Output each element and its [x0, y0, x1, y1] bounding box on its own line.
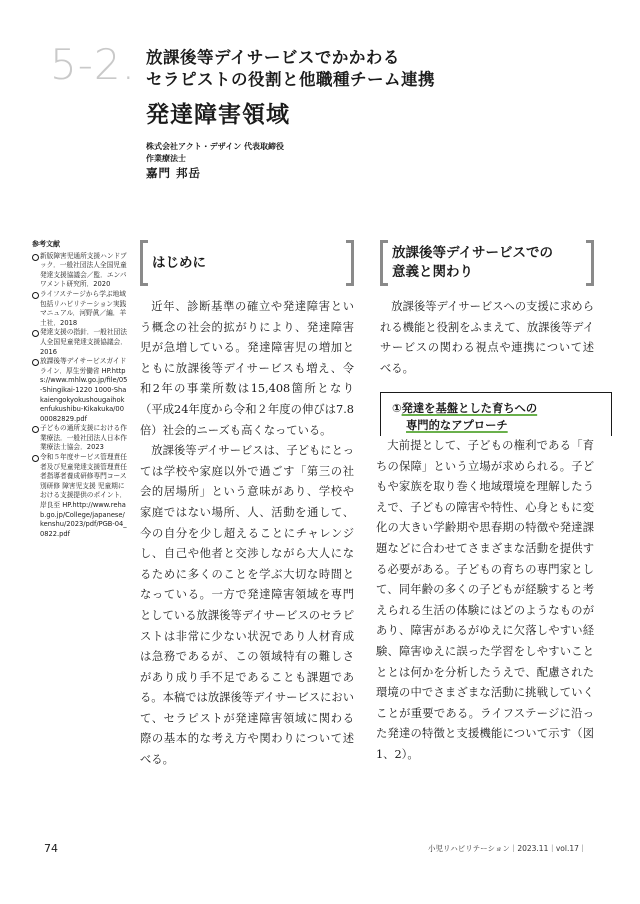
heading-line1: 放課後等デイサービスでの — [392, 245, 554, 261]
author-name: 嘉門 邦岳 — [146, 166, 202, 180]
paragraph: 放課後等デイサービスは、子どもにとっては学校や家庭以外で過ごす「第三の社会的居場所」という意味があり、学校や家庭ではない場所、人、活動を通して、今の自分を少し超えることにチャレンジし、自己や他者と交渉しながら大人になるために多くのことを学ぶ大切な時間となっている。一方で発達障害領域を専門としている放課後等デイサービスのセラピストは非常に少ない状況であり人材育成は急務であるが、この領域特有の難しさがあり成り手不足であることも課題である。本稿では放課後等デイサービスにおいて、セラピストが発達障害領域に関わる際の基本的な考え方や関わりについて述べる。 — [140, 444, 354, 767]
reference-item: ライフステージから学ぶ地域包括リハビリテーション実践マニュアル．河野眞／編．羊土社．2018 — [32, 290, 128, 328]
subheading — [392, 400, 537, 434]
bracket-right — [586, 240, 594, 286]
author-affiliation: 株式会社アクト・デザイン 代表取締役 — [146, 142, 284, 151]
bracket-left — [380, 240, 388, 286]
section-number: 5-2. — [50, 40, 136, 89]
heading-text: はじめに — [152, 254, 206, 271]
bracket-right — [346, 240, 354, 286]
heading-line2: 意義と関わり — [392, 264, 473, 280]
subheading-line2: 専門的なアプローチ — [406, 419, 508, 432]
heading-text — [392, 244, 553, 282]
paragraph: 放課後等デイサービスへの支援に求められる機能と役割をふまえて、放課後等デイサービスの関わる視点や連携について述べる。 — [380, 300, 594, 375]
reference-item: 放課後等デイサービスガイドライン．厚生労働省 HP.https://www.mhlw.go.jp/file/05-Shingikai-1220 1000-Shakaiengokyokushougaihokenfukushibu-Kikakuka/0000082829.pdf — [32, 357, 128, 424]
reference-item: 子どもの通所支援における作業療法．一般社団法人日本作業療法士協会．2023 — [32, 424, 128, 453]
references-title: 参考文献 — [32, 240, 60, 248]
bracket-left — [140, 240, 148, 286]
subheading-line1: 発達を基盤とした育ちへの — [401, 402, 538, 415]
section-heading-intro — [140, 240, 354, 286]
article-subtitle: 発達障害領域 — [146, 102, 290, 128]
right-column-body — [376, 436, 594, 766]
subheading-number: ① — [392, 402, 402, 415]
right-column-intro — [380, 297, 594, 379]
section-heading-significance — [380, 240, 594, 286]
article-title-line1: 放課後等デイサービスでかかわる — [146, 48, 400, 67]
reference-item: 新版障害児通所支援ハンドブック．一般社団法人全国児童発達支援協議会／監．エンパワメント研究所．2020 — [32, 252, 128, 290]
paragraph: 大前提として、子どもの権利である「育ちの保障」という立場が求められる。子どもや家族を取り巻く地域環境を理解したうえで、子どもの障害や特性、心身ともに変化の大きい学齢期や思春期の特徴や発達課題などに合わせてさまざまな活動を提供する必要がある。子どもの育ちの専門家として、同年齢の多くの子どもが経験すると考えられる生活の体験にはどのようなものがあり、障害があるがゆえに欠落しやすい経験、障害ゆえに誤った学習をしやすいことととは何かを分析したうえで、配慮された環境の中でさまざまな活動に挑戦していくことが重要である。ライフステージに沿った発達の特徴と支援機能について示す（図1、2）。 — [376, 439, 594, 761]
references — [32, 240, 128, 539]
author-role: 作業療法士 — [146, 154, 186, 163]
journal-footer: 小児リハビリテーション｜2023.11｜vol.17｜ — [428, 844, 587, 853]
article-title-line2: セラピストの役割と他職種チーム連携 — [146, 70, 435, 89]
page-number: 74 — [44, 842, 58, 855]
paragraph: 近年、診断基準の確立や発達障害という概念の社会的拡がりにより、発達障害児が急増している。発達障害児の増加とともに放課後等デイサービスも増え、令和2年の事業所数は15,408箇所となり（平成24年度から令和２年度の伸びは7.8倍）社会的ニーズも高くなっている。 — [140, 300, 354, 437]
reference-item: 令和５年度サービス管理責任者及び児童発達支援管理責任者指導者養成研修専門コース別研修 障害児支援 児童期における支援提供のポイント．岸良至 HP.http://www.rehab.go.jp/College/japanese/kenshu/2023/pdf/PGB-04_0822.pdf — [32, 453, 128, 539]
left-column-body — [140, 297, 354, 771]
reference-item: 発達支援の指針．一般社団法人全国児童発達支援協議会．2016 — [32, 328, 128, 357]
